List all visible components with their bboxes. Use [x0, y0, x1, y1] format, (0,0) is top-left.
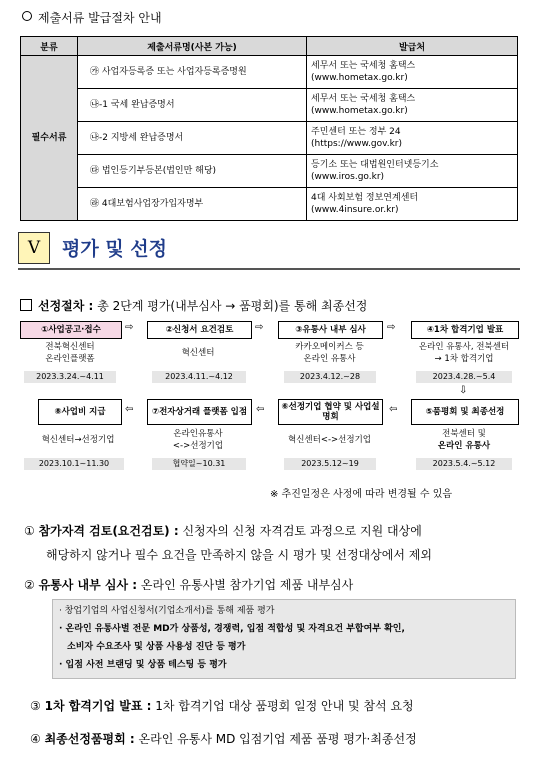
step-4-detail: 온라인 유통사, 전북센터 → 1차 합격기업	[418, 342, 510, 364]
doc-cell: ㉯-1 국세 완납증명서	[78, 89, 307, 122]
doc-cell: ㉰ 법인등기부등본(법인만 해당)	[78, 155, 307, 188]
schedule-note: ※ 추진일정은 사정에 따라 변경될 수 있음	[270, 489, 453, 500]
step-6-detail: 혁신센터<->선정기업	[288, 435, 371, 445]
step-3-box: ③유통사 내부 심사	[278, 321, 383, 339]
issuer-cell: 4대 사회보험 정보연계센터 (www.4insure.or.kr)	[307, 188, 518, 221]
step-2-detail: 혁신센터	[181, 348, 215, 358]
arrow-right-icon: ⇨	[125, 322, 134, 333]
doc-cell: ㉮ 사업자등록증 또는 사업자등록증명원	[78, 56, 307, 89]
documents-table	[20, 36, 518, 221]
step-8-box: ⑧사업비 지급	[38, 399, 122, 425]
step-6-date: 2023.5.12~19	[284, 458, 376, 470]
step-1-date: 2023.3.24.~4.11	[24, 371, 116, 383]
item-1: ① 참가자격 검토(요건검토) : 신청자의 신청 자격검토 과정으로 지원 대상에	[24, 524, 422, 538]
section-title: 평가 및 선정	[62, 238, 167, 260]
doc-cell: ㉱ 4대보험사업장가입자명부	[78, 188, 307, 221]
table-row	[21, 89, 518, 122]
arrow-left-icon: ⇦	[125, 404, 134, 415]
step-6-box: ⑥선정기업 협약 및 사업설명회	[278, 399, 383, 425]
step-4-box: ④1차 합격기업 발표	[411, 321, 519, 339]
doc-cell: ㉯-2 지방세 완납증명서	[78, 122, 307, 155]
step-8-detail: 혁신센터→선정기업	[41, 435, 115, 445]
arrow-left-icon: ⇦	[389, 404, 398, 415]
section-heading: 제출서류 발급절차 안내	[22, 9, 162, 26]
column-header: 분류	[21, 37, 78, 56]
step-2-date: 2023.4.11.~4.12	[152, 371, 246, 383]
table-row	[21, 188, 518, 221]
step-3-detail: 카카오메이커스 등 온라인 유통사	[295, 342, 364, 364]
step-2-box: ②신청서 요건검토	[147, 321, 252, 339]
item-4: ④ 최종선정품평회 : 온라인 유통사 MD 입점기업 제품 품평 평가·최종선정	[30, 732, 417, 746]
column-header: 발급처	[307, 37, 518, 56]
step-1-detail: 전북혁신센터 온라인플랫폼	[45, 342, 95, 364]
step-7-detail: 온라인유통사 <->선정기업	[172, 429, 224, 451]
step-7-date: 협약일~10.31	[152, 458, 246, 470]
issuer-cell: 주민센터 또는 정부 24 (https://www.gov.kr)	[307, 122, 518, 155]
criteria-box: · 창업기업의 사업신청서(기업소개서)를 통해 제품 평가 · 온라인 유통사별 전문 MD가 상품성, 경쟁력, 입점 적합성 및 자격요건 부합여부 확인, 소비자 수요조사 및 상품 사용성 진단 등 평가 · 입점 사전 브랜딩 및 상품 테스팅 등 평가	[52, 599, 516, 679]
category-cell: 필수서류	[21, 56, 78, 221]
section-header	[18, 228, 520, 270]
step-7-box: ⑦전자상거래 플랫폼 입점	[147, 399, 252, 425]
step-4-date: 2023.4.28.~5.4	[416, 371, 512, 383]
arrow-right-icon: ⇨	[255, 322, 264, 333]
table-row	[21, 155, 518, 188]
step-3-date: 2023.4.12.~28	[284, 371, 376, 383]
table-row	[21, 122, 518, 155]
item-2: ② 유통사 내부 심사 : 온라인 유통사별 참가기업 제품 내부심사	[24, 578, 354, 592]
issuer-cell: 세무서 또는 국세청 홈택스 (www.hometax.go.kr)	[307, 56, 518, 89]
step-1-box: ①사업공고·접수	[20, 321, 122, 339]
arrow-right-icon: ⇨	[387, 322, 396, 333]
selection-line: 선정절차 : 총 2단계 평가(내부심사 → 품평회)를 통해 최종선정	[20, 297, 367, 314]
issuer-cell: 등기소 또는 대법원인터넷등기소 (www.iros.go.kr)	[307, 155, 518, 188]
circle-bullet-icon	[22, 11, 32, 21]
arrow-left-icon: ⇦	[256, 404, 265, 415]
arrow-down-icon: ⇩	[459, 385, 468, 396]
step-5-box: ⑤품평회 및 최종선정	[411, 399, 519, 425]
table-header-row	[21, 37, 518, 56]
table-row	[21, 56, 518, 89]
step-5-detail: 전북센터 및 온라인 유통사	[437, 429, 491, 451]
column-header: 제출서류명(사본 가능)	[78, 37, 307, 56]
square-bullet-icon	[20, 299, 32, 311]
step-5-date: 2023.5.4.~5.12	[416, 458, 512, 470]
item-1-cont: 해당하지 않거나 필수 요건을 만족하지 않을 시 평가 및 선정대상에서 제외	[46, 548, 432, 562]
item-3: ③ 1차 합격기업 발표 : 1차 합격기업 대상 품평회 일정 안내 및 참석 요청	[30, 699, 414, 713]
step-8-date: 2023.10.1~11.30	[24, 458, 124, 470]
issuer-cell: 세무서 또는 국세청 홈택스 (www.hometax.go.kr)	[307, 89, 518, 122]
section-numeral: Ⅴ	[18, 232, 50, 264]
